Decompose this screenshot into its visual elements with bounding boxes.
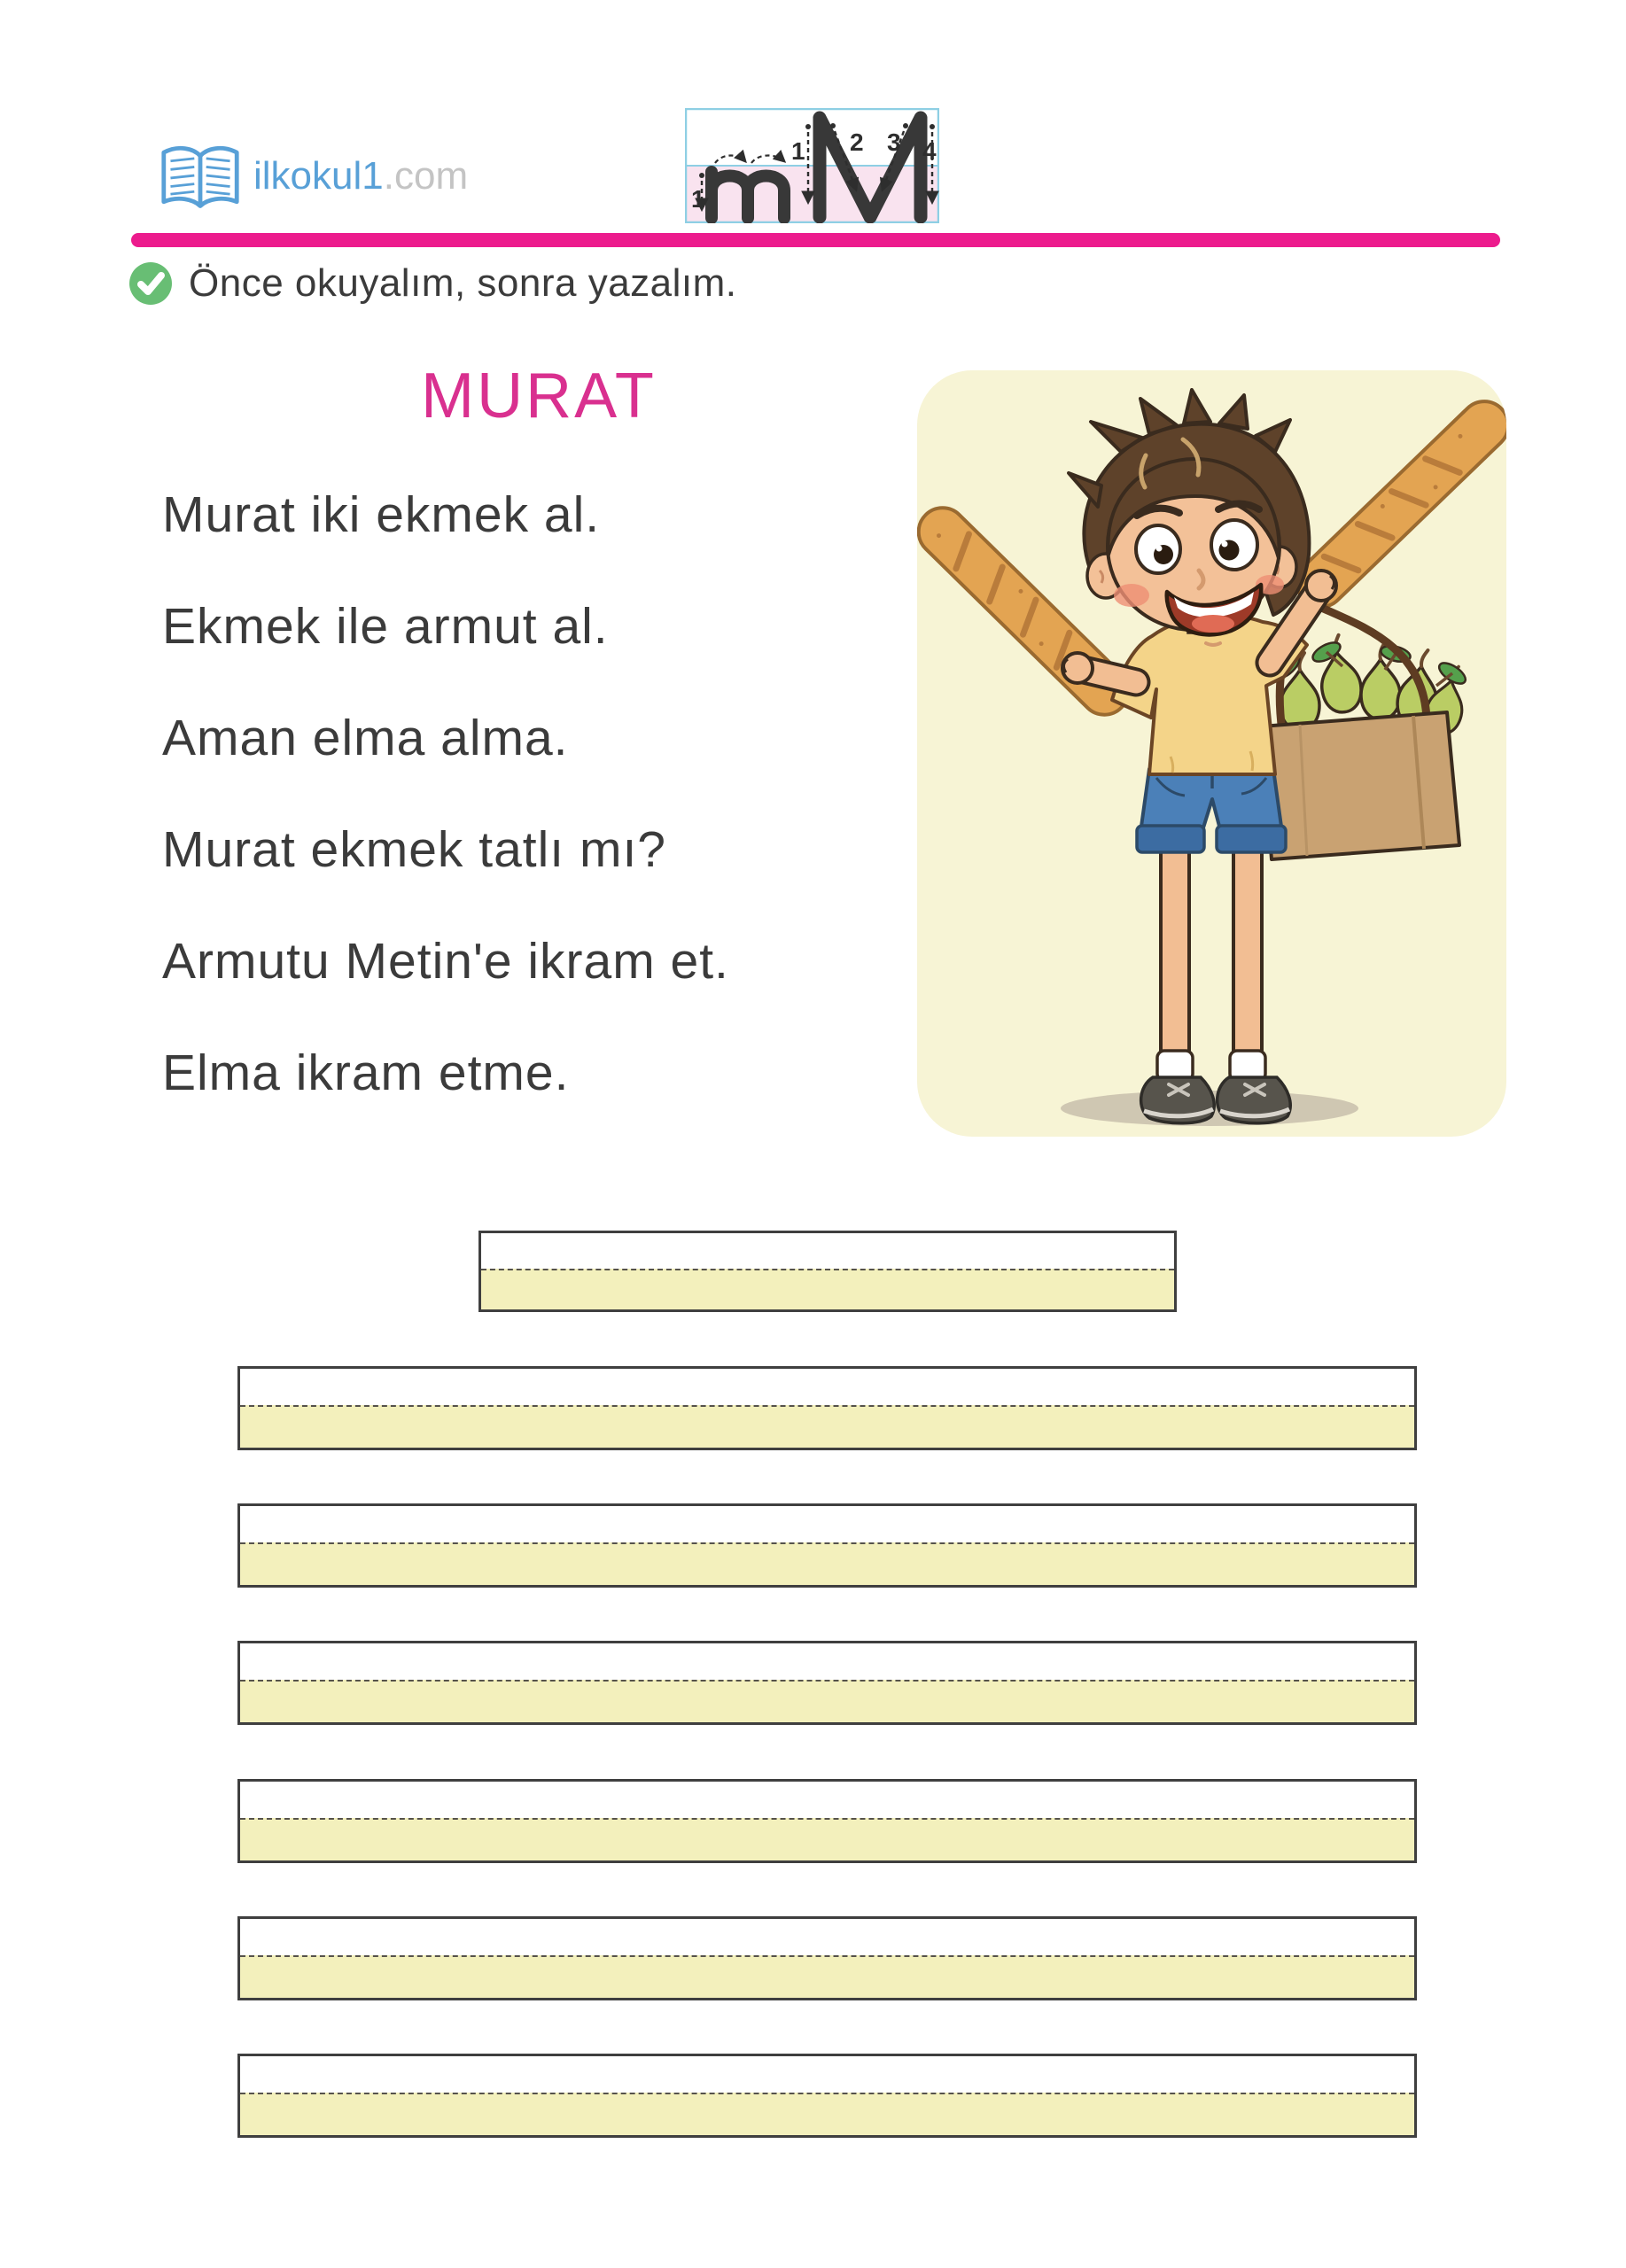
instruction-text: Önce okuyalım, sonra yazalım.	[189, 261, 737, 305]
svg-text:4: 4	[922, 137, 937, 165]
svg-text:1: 1	[791, 137, 805, 165]
writing-line	[237, 2054, 1417, 2138]
story-title: MURAT	[421, 361, 657, 431]
check-circle-icon	[128, 261, 173, 306]
story-line: Ekmek ile armut al.	[162, 598, 609, 655]
site-logo	[159, 140, 468, 213]
writing-line-short	[478, 1231, 1177, 1312]
story-line: Armutu Metin'e ikram et.	[162, 933, 729, 990]
story-line: Elma ikram etme.	[162, 1045, 570, 1101]
story-line: Murat ekmek tatlı mı?	[162, 821, 666, 878]
writing-line	[237, 1916, 1417, 2000]
story-illustration	[917, 370, 1506, 1137]
denim-shorts	[1137, 769, 1286, 852]
svg-text:2: 2	[850, 128, 864, 156]
boy-with-baguettes-illustration	[917, 370, 1506, 1137]
writing-line	[237, 1779, 1417, 1863]
open-book-icon	[159, 140, 241, 213]
writing-line	[237, 1366, 1417, 1450]
story-line: Murat iki ekmek al.	[162, 486, 601, 543]
writing-line	[237, 1641, 1417, 1725]
svg-text:1: 1	[691, 185, 705, 213]
story-line: Aman elma alma.	[162, 710, 569, 766]
divider-bar	[131, 233, 1500, 247]
instruction-row	[128, 261, 737, 306]
writing-line	[237, 1503, 1417, 1588]
site-name: ilkokul1.com	[253, 154, 469, 198]
boy-head	[1069, 390, 1309, 645]
letter-m-tracing-diagram	[685, 108, 939, 223]
letter-tracing-box	[685, 108, 939, 223]
svg-text:3: 3	[887, 128, 901, 156]
